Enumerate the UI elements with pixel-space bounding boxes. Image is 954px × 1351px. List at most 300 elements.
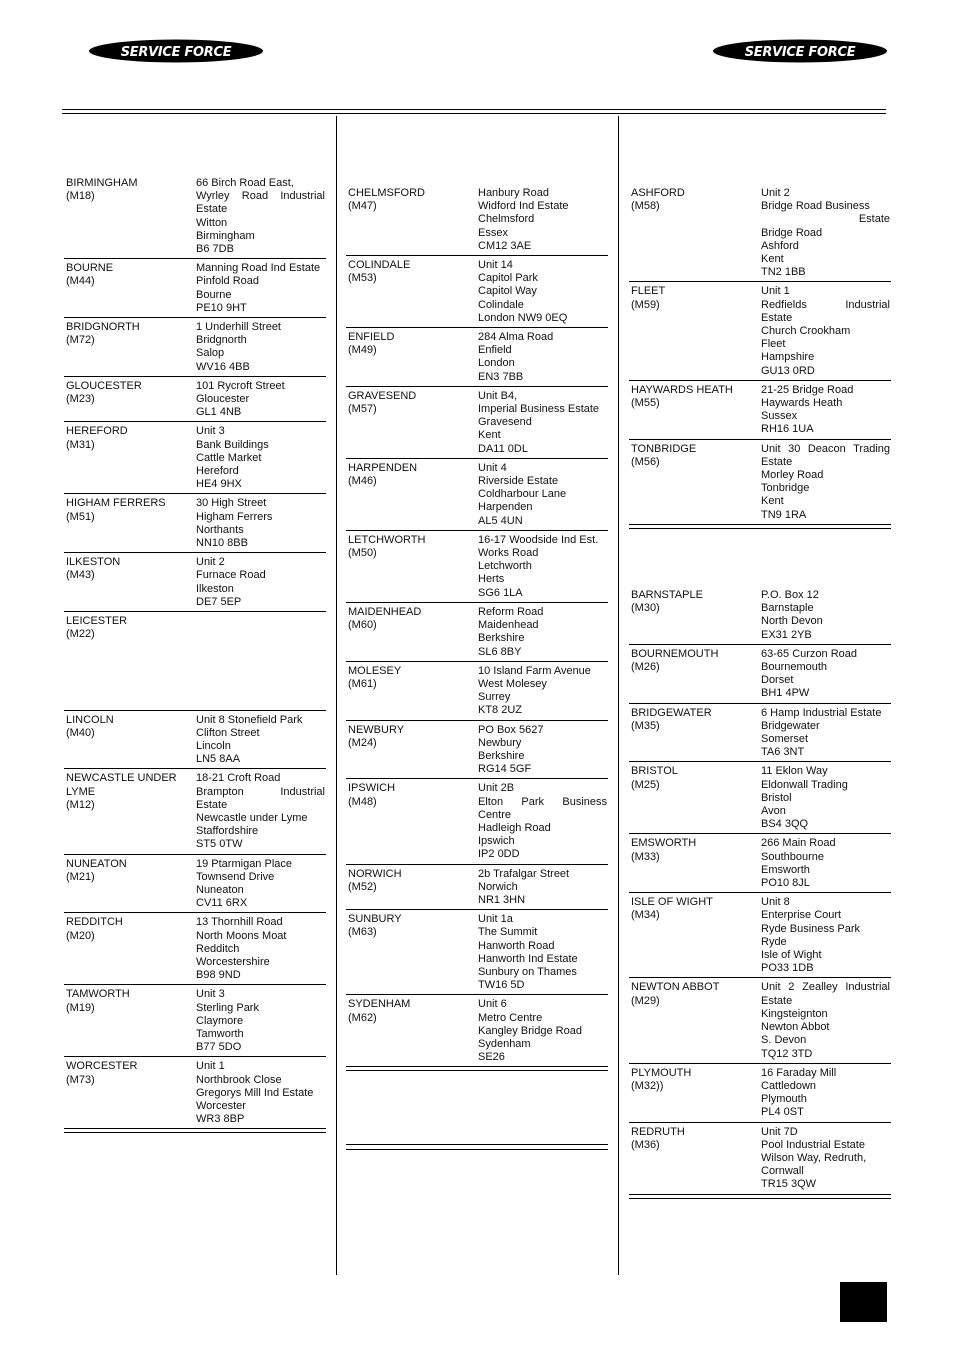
town-block [66, 858, 196, 911]
address-line: 30 High Street [196, 497, 267, 510]
address-line: NR1 3HN [478, 893, 526, 906]
centre-code: (M53) [348, 272, 377, 285]
address-line: Morley Road [761, 469, 824, 482]
centre-code: (M21) [66, 870, 95, 883]
town-block [631, 187, 761, 279]
address-line: Plymouth [761, 1093, 807, 1106]
centre-code: (M20) [66, 929, 95, 942]
address-line [196, 628, 325, 641]
address-line: 266 Main Road [761, 837, 836, 850]
address-block [196, 1060, 325, 1126]
address-line: DA11 0DL [478, 442, 528, 455]
address-line: 11 Eklon Way [761, 765, 828, 778]
town-block [631, 1067, 761, 1120]
address-line: Unit 1a [478, 913, 513, 926]
town-block [348, 331, 478, 384]
address-line: Isle of Wight [761, 949, 822, 962]
town-block [348, 187, 478, 253]
town-name: BRISTOL [631, 765, 678, 778]
address-line: BS4 3QQ [761, 818, 809, 831]
address-block [478, 606, 607, 659]
town-name: HIGHAM FERRERS [66, 497, 166, 510]
town-block [348, 534, 478, 600]
address-line: WV16 4BB [196, 360, 250, 373]
address-block [761, 648, 890, 701]
centre-code: (M26) [631, 661, 660, 674]
service-centre-entry [346, 910, 608, 995]
town-block [66, 615, 196, 707]
town-block [66, 988, 196, 1054]
town-block [348, 462, 478, 528]
header-rule-top [62, 109, 886, 110]
address-line: Norwich [478, 880, 518, 893]
address-line: Imperial Business Estate [478, 403, 600, 416]
town-name: BOURNEMOUTH [631, 647, 719, 660]
town-name: REDDITCH [66, 916, 123, 929]
service-centre-entry [346, 459, 608, 531]
town-block [631, 981, 761, 1060]
address-block [196, 556, 325, 609]
town-block [631, 1126, 761, 1192]
centre-code: (M49) [348, 344, 377, 357]
address-line: Kangley Bridge Road [478, 1024, 582, 1037]
centre-code: (M34) [631, 909, 660, 922]
address-line: Hanworth Road [478, 939, 555, 952]
address-line: Enfield [478, 344, 512, 357]
service-centre-entry [346, 721, 608, 780]
address-line: PO33 1DB [761, 962, 814, 975]
town-name: BARNSTAPLE [631, 589, 703, 601]
service-centre-entry [64, 494, 326, 553]
address-line: Salop [196, 347, 225, 360]
address-line: TR15 3QW [761, 1178, 817, 1191]
address-line: Unit 3 [196, 425, 225, 438]
town-name: SYDENHAM [348, 998, 411, 1011]
centre-code: (M35) [631, 719, 660, 732]
address-line: SG6 1LA [478, 586, 523, 599]
address-line: PO Box 5627 [478, 723, 544, 736]
service-centre-entry [346, 184, 608, 256]
centre-code: (M12) [66, 798, 95, 811]
address-line: Unit 30 Deacon Trading [761, 442, 890, 455]
address-line: Unit 8 [761, 896, 790, 909]
centre-code: (M52) [348, 880, 377, 893]
address-block [196, 714, 325, 767]
service-centre-entry [629, 1064, 891, 1123]
centre-code: (M55) [631, 397, 660, 410]
centre-code: (M60) [348, 619, 377, 632]
service-force-logo-left [88, 38, 264, 64]
address-line: PE10 9HT [196, 301, 247, 314]
address-line: Gregorys Mill Ind Estate [196, 1086, 314, 1099]
centre-code: (M63) [348, 926, 377, 939]
town-block [631, 384, 761, 437]
town-block [66, 425, 196, 491]
address-line: EX31 2YB [761, 628, 812, 641]
service-centre-entry [346, 256, 608, 328]
address-line: B98 9ND [196, 969, 241, 982]
town-block [66, 556, 196, 609]
address-line: Staffordshire [196, 825, 259, 838]
town-name: NEWCASTLE UNDER LYME [66, 772, 177, 798]
centre-code: (M48) [348, 795, 377, 808]
address-line: Unit 14 [478, 259, 513, 272]
address-line: Birmingham [196, 229, 255, 242]
address-line: Worcester [196, 1100, 246, 1112]
address-line: ST5 0TW [196, 838, 243, 851]
address-line: North Devon [761, 615, 823, 628]
town-name: GLOUCESTER [66, 379, 142, 392]
town-name: HARPENDEN [348, 461, 418, 474]
address-line: B6 7DB [196, 243, 234, 256]
service-centre-entry [629, 762, 891, 834]
town-block [348, 665, 478, 718]
centre-code: (M43) [66, 569, 95, 582]
address-line: Furnace Road [196, 569, 266, 582]
town-name: BIRMINGHAM [66, 177, 138, 189]
address-line: Ashford [761, 239, 799, 252]
address-line: Estate [761, 994, 793, 1007]
address-block [196, 262, 325, 315]
town-block [631, 648, 761, 701]
service-centre-entry [64, 711, 326, 770]
address-line: Enterprise Court [761, 909, 842, 922]
service-centre-entry [64, 174, 326, 259]
service-force-logo-graphic [712, 38, 888, 64]
town-block [348, 390, 478, 456]
service-centre-entry [64, 553, 326, 612]
address-line: Ipswich [478, 835, 515, 848]
address-block [196, 858, 325, 911]
centre-code: (M40) [66, 726, 95, 739]
address-line: Unit 6 [478, 998, 507, 1011]
address-line: 2b Trafalgar Street [478, 867, 570, 880]
town-name: LEICESTER [66, 615, 128, 628]
address-line: Wilson Way, Redruth, [761, 1151, 867, 1164]
address-line: Bank Buildings [196, 438, 269, 451]
service-centre-column-2 [346, 184, 608, 1071]
address-line: 10 Island Farm Avenue [478, 664, 591, 677]
service-centre-column-1 [64, 174, 326, 1133]
address-line: WR3 8BP [196, 1113, 245, 1126]
address-line: Bridge Road Business [761, 200, 870, 213]
address-line: Sunbury on Thames [478, 965, 577, 978]
address-line: Hanbury Road [478, 187, 549, 199]
address-line: EN3 7BB [478, 370, 524, 383]
address-line: Reform Road [478, 605, 544, 618]
address-block [761, 1067, 890, 1120]
address-block [761, 837, 890, 890]
town-name: PLYMOUTH [631, 1066, 692, 1079]
address-line: Townsend Drive [196, 870, 275, 883]
address-line: 101 Rycroft Street [196, 379, 285, 392]
service-centre-entry [346, 995, 608, 1067]
address-line: Nuneaton [196, 883, 244, 896]
town-name: BRIDGEWATER [631, 706, 712, 719]
town-block [631, 443, 761, 522]
address-block [478, 331, 607, 384]
address-block [196, 916, 325, 982]
address-line: 21-25 Bridge Road [761, 383, 854, 396]
service-centre-entry [629, 282, 891, 380]
address-block [761, 981, 890, 1060]
address-line: Claymore [196, 1014, 244, 1027]
address-line: North Moons Moat [196, 929, 287, 942]
address-line: Redditch [196, 942, 240, 955]
address-block [196, 772, 325, 851]
address-line: TW16 5D [478, 979, 525, 992]
address-block [478, 665, 607, 718]
town-block [631, 285, 761, 377]
address-line: 16 Faraday Mill [761, 1066, 837, 1079]
address-line: Gravesend [478, 416, 532, 429]
address-line: TN9 1RA [761, 508, 807, 521]
service-centre-entry [346, 531, 608, 603]
address-line: Unit 1 [196, 1060, 225, 1073]
column-end-rule [629, 525, 891, 529]
column-end-rule [64, 1129, 326, 1133]
town-name: REDRUTH [631, 1125, 685, 1138]
service-centre-entry [64, 985, 326, 1057]
address-line: 284 Alma Road [478, 331, 554, 344]
address-block [196, 177, 325, 256]
town-block [348, 259, 478, 325]
address-block [761, 443, 890, 522]
town-block [348, 782, 478, 861]
address-line: Tamworth [196, 1027, 244, 1040]
address-line: Pinfold Road [196, 275, 259, 288]
address-line: GU13 0RD [761, 364, 815, 377]
address-line: Haywards Heath [761, 397, 843, 410]
service-centre-entry [64, 612, 326, 710]
address-line: Kent [761, 253, 784, 266]
address-line: Maidenhead [478, 619, 539, 632]
address-block [761, 765, 890, 831]
address-line: Metro Centre [478, 1011, 543, 1024]
address-line: Avon [761, 805, 786, 818]
address-line: Centre [478, 808, 512, 821]
service-centre-entry [346, 387, 608, 459]
service-centre-entry [629, 704, 891, 763]
centre-code: (M51) [66, 510, 95, 523]
town-name: EMSWORTH [631, 837, 697, 850]
service-centre-entry [629, 586, 891, 645]
address-line: 63-65 Curzon Road [761, 647, 858, 660]
town-name: ISLE OF WIGHT [631, 896, 713, 909]
centre-code: (M44) [66, 275, 95, 288]
address-line: TN2 1BB [761, 266, 806, 279]
address-line: 16-17 Woodside Ind Est. [478, 533, 599, 546]
service-centre-entry [629, 645, 891, 704]
address-line: Bournemouth [761, 661, 828, 674]
town-block [631, 837, 761, 890]
address-line: 66 Birch Road East, [196, 177, 294, 189]
address-line: BH1 4PW [761, 687, 810, 700]
service-force-logo-graphic [88, 38, 264, 64]
address-line: Newton Abbot [761, 1021, 830, 1034]
town-name: LETCHWORTH [348, 533, 426, 546]
address-block [478, 724, 607, 777]
town-block [66, 497, 196, 550]
service-centre-entry [346, 328, 608, 387]
address-line: Coldharbour Lane [478, 488, 567, 501]
address-line: Unit 2 [196, 556, 225, 569]
column-divider-2 [618, 116, 619, 1275]
service-centre-entry [629, 834, 891, 893]
address-line: Elton Park Business [478, 795, 607, 808]
service-centre-entry [64, 913, 326, 985]
address-line: Riverside Estate [478, 475, 559, 488]
centre-code: (M30) [631, 602, 660, 615]
address-line: Bridgewater [761, 719, 820, 732]
service-centre-entry [346, 603, 608, 662]
address-line: Works Road [478, 547, 539, 560]
address-line: Redfields Industrial [761, 298, 890, 311]
address-block [196, 425, 325, 491]
address-line: 19 Ptarmigan Place [196, 857, 292, 870]
address-line: HE4 9HX [196, 478, 242, 491]
address-line: Cornwall [761, 1165, 804, 1178]
address-line: Eldonwall Trading [761, 778, 848, 791]
centre-code: (M73) [66, 1073, 95, 1086]
address-line: Unit 2 Zealley Industrial [761, 981, 890, 994]
service-centre-column-3-upper [629, 184, 891, 529]
address-block [761, 285, 890, 377]
address-line: S. Devon [761, 1034, 807, 1047]
centre-code: (M62) [348, 1011, 377, 1024]
address-line: Southbourne [761, 850, 824, 863]
address-line: Herts [478, 573, 505, 586]
address-line: NN10 8BB [196, 537, 248, 550]
address-line: KT8 2UZ [478, 704, 523, 717]
address-line: Hanworth Ind Estate [478, 952, 578, 965]
town-name: NEWTON ABBOT [631, 981, 720, 994]
centre-code: (M50) [348, 547, 377, 560]
address-line [196, 694, 325, 707]
town-name: TONBRIDGE [631, 442, 697, 455]
address-line: Pool Industrial Estate [761, 1138, 865, 1151]
address-line: TQ12 3TD [761, 1047, 813, 1060]
address-line: Kent [478, 429, 501, 442]
town-block [66, 262, 196, 315]
town-block [66, 714, 196, 767]
town-block [631, 896, 761, 975]
address-line: Chelmsford [478, 213, 535, 226]
address-line: Widford Ind Estate [478, 200, 569, 213]
address-line [196, 681, 325, 694]
address-block [196, 988, 325, 1054]
centre-code: (M25) [631, 778, 660, 791]
centre-code: (M22) [66, 628, 95, 641]
address-line: Estate [858, 213, 890, 226]
town-name: GRAVESEND [348, 389, 417, 402]
town-block [631, 707, 761, 760]
address-block [478, 998, 607, 1064]
address-line: Essex [478, 226, 508, 239]
centre-code: (M31) [66, 438, 95, 451]
address-line: 1 Underhill Street [196, 321, 281, 334]
town-block [631, 589, 761, 642]
centre-code: (M32)) [631, 1079, 664, 1092]
address-line: Berkshire [478, 749, 525, 762]
address-line: London NW9 0EQ [478, 311, 568, 324]
address-line: RH16 1UA [761, 423, 814, 436]
centre-code: (M57) [348, 403, 377, 416]
address-line: Newcastle under Lyme [196, 811, 308, 824]
service-centre-entry [629, 184, 891, 282]
address-block [196, 497, 325, 550]
town-block [66, 1060, 196, 1126]
address-line: GL1 4NB [196, 406, 242, 419]
address-line: Barnstaple [761, 602, 814, 615]
address-line: Northants [196, 523, 244, 536]
service-centre-entry [629, 1123, 891, 1195]
service-centre-entry [346, 779, 608, 864]
address-line: Hadleigh Road [478, 821, 551, 834]
town-block [631, 765, 761, 831]
address-line: Unit 3 [196, 988, 225, 1001]
town-name: IPSWICH [348, 782, 396, 795]
service-centre-entry [629, 978, 891, 1063]
address-line: Hereford [196, 465, 239, 478]
address-block [478, 913, 607, 992]
address-line: Colindale [478, 298, 524, 311]
address-line: Newbury [478, 736, 522, 749]
address-line: Brampton Industrial [196, 785, 325, 798]
address-line: Manning Road Ind Estate [196, 262, 321, 275]
town-name: NORWICH [348, 867, 402, 880]
town-block [66, 772, 196, 851]
centre-code: (M24) [348, 736, 377, 749]
town-name: HEREFORD [66, 425, 128, 438]
address-line: B77 5DO [196, 1041, 242, 1054]
centre-code: (M58) [631, 200, 660, 213]
column-2-end-rule [346, 1144, 608, 1150]
town-block [348, 998, 478, 1064]
address-line: Ryde Business Park [761, 922, 861, 935]
service-centre-entry [346, 865, 608, 911]
address-line: Unit 7D [761, 1125, 798, 1138]
town-name: LINCOLN [66, 713, 114, 726]
service-centre-entry [64, 318, 326, 377]
address-line: Unit 2 [761, 187, 790, 199]
address-block [478, 462, 607, 528]
service-centre-entry [64, 259, 326, 318]
town-block [66, 177, 196, 256]
service-centre-entry [629, 893, 891, 978]
address-block [478, 390, 607, 456]
address-line: SE26 [478, 1051, 505, 1064]
address-line: PL4 0ST [761, 1106, 804, 1119]
address-line: Unit B4, [478, 389, 518, 402]
service-force-logo-right [712, 38, 888, 64]
address-line: Northbrook Close [196, 1073, 282, 1086]
address-line: Estate [196, 203, 228, 216]
address-line [196, 642, 325, 655]
address-block [196, 380, 325, 420]
town-block [66, 916, 196, 982]
town-name: TAMWORTH [66, 988, 130, 1001]
address-line: Emsworth [761, 863, 810, 876]
town-name: HAYWARDS HEATH [631, 383, 733, 396]
address-line: IP2 0DD [478, 848, 520, 861]
address-block [761, 896, 890, 975]
address-line: CM12 3AE [478, 239, 532, 252]
address-block [196, 615, 325, 707]
address-line: Hampshire [761, 351, 815, 364]
service-centre-entry [64, 377, 326, 423]
address-block [478, 534, 607, 600]
